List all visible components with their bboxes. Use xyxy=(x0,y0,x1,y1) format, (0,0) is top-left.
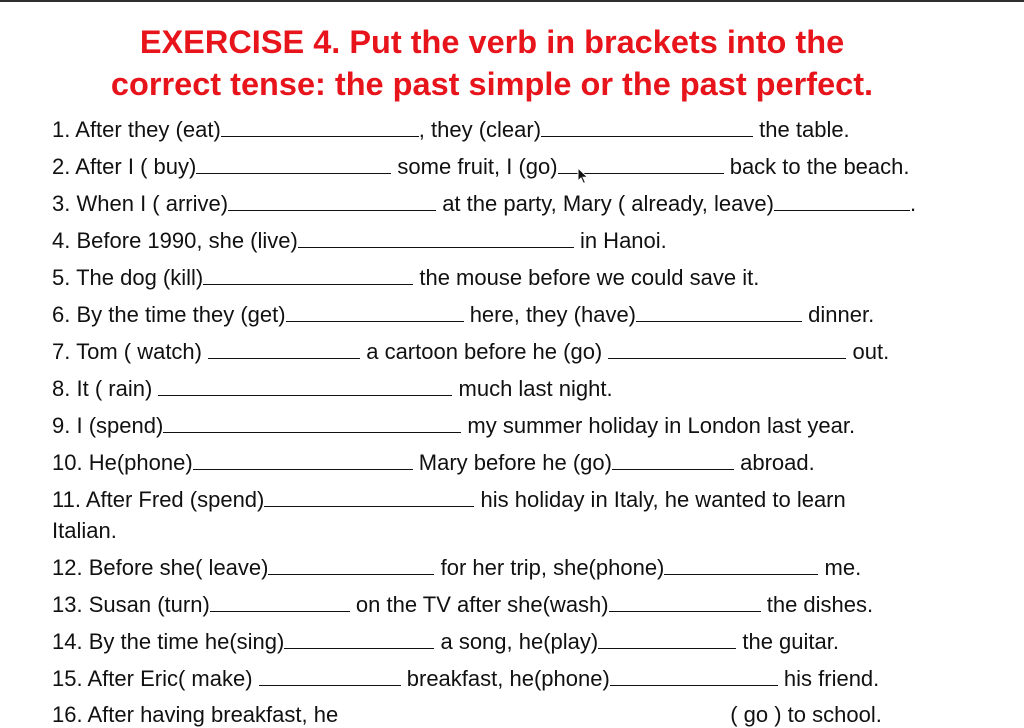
question-1 xyxy=(52,117,850,143)
answer-blank[interactable] xyxy=(610,667,778,686)
answer-blank[interactable] xyxy=(228,192,436,211)
question-text: some fruit, I (go) xyxy=(391,154,558,179)
question-text: the mouse before we could save it. xyxy=(413,265,760,290)
question-number: 2. xyxy=(52,154,71,179)
question-text: a song, he(play) xyxy=(434,629,599,654)
answer-blank[interactable] xyxy=(664,556,818,575)
question-text: out. xyxy=(846,339,890,364)
answer-blank[interactable] xyxy=(612,451,734,470)
answer-blank[interactable] xyxy=(608,340,846,359)
question-text: in Hanoi. xyxy=(573,228,667,253)
question-text: It ( rain) xyxy=(76,376,159,401)
question-number: 4. xyxy=(52,228,71,253)
question-number: 9. xyxy=(52,413,71,438)
answer-blank[interactable] xyxy=(264,488,474,507)
answer-blank[interactable] xyxy=(163,414,461,433)
question-text: for her trip, she(phone) xyxy=(434,555,665,580)
question-text: back to the beach. xyxy=(723,154,910,179)
answer-blank[interactable] xyxy=(268,556,434,575)
question-text: After Eric( make) xyxy=(87,666,259,691)
question-8 xyxy=(52,376,613,402)
answer-blank[interactable] xyxy=(598,630,736,649)
question-12 xyxy=(52,555,861,581)
question-4 xyxy=(52,228,667,254)
question-7 xyxy=(52,339,889,365)
question-16 xyxy=(52,702,882,728)
question-number: 16. xyxy=(52,702,83,727)
question-text: breakfast, he(phone) xyxy=(400,666,610,691)
question-text: Before 1990, she (live) xyxy=(76,228,298,253)
question-6 xyxy=(52,302,874,328)
question-text: After having breakfast, he xyxy=(87,702,339,727)
question-number: 14. xyxy=(52,629,83,654)
question-number: 12. xyxy=(52,555,83,580)
question-text: his friend. xyxy=(777,666,880,691)
question-2 xyxy=(52,154,910,180)
question-text: a cartoon before he (go) xyxy=(360,339,609,364)
question-15 xyxy=(52,666,879,692)
question-text: the table. xyxy=(753,117,850,142)
question-number: 3. xyxy=(52,191,71,216)
question-text: After I ( buy) xyxy=(75,154,197,179)
answer-blank[interactable] xyxy=(259,667,401,686)
top-divider-line xyxy=(0,0,1024,2)
question-number: 7. xyxy=(52,339,71,364)
question-text: my summer holiday in London last year. xyxy=(461,413,856,438)
question-9 xyxy=(52,413,855,439)
answer-blank[interactable] xyxy=(298,229,574,248)
question-14 xyxy=(52,629,839,655)
title-line-1: EXERCISE 4. Put the verb in brackets into the xyxy=(139,24,845,60)
answer-blank[interactable] xyxy=(541,118,753,137)
question-number: 15. xyxy=(52,666,83,691)
question-text: Mary before he (go) xyxy=(412,450,612,475)
answer-blank[interactable] xyxy=(338,704,730,722)
answer-blank[interactable] xyxy=(193,451,413,470)
question-text: at the party, Mary ( already, leave) xyxy=(436,191,774,216)
answer-blank[interactable] xyxy=(636,303,802,322)
question-11 xyxy=(52,487,846,513)
question-number: 1. xyxy=(52,117,71,142)
question-11-continued xyxy=(52,518,117,544)
question-text: dinner. xyxy=(802,302,875,327)
question-number: 13. xyxy=(52,592,83,617)
question-13 xyxy=(52,592,873,618)
question-text: By the time they (get) xyxy=(76,302,286,327)
question-text: the guitar. xyxy=(736,629,839,654)
answer-blank[interactable] xyxy=(203,266,413,285)
question-text: After they (eat) xyxy=(75,117,221,142)
question-text: By the time he(sing) xyxy=(88,629,285,654)
question-text: I (spend) xyxy=(76,413,164,438)
question-text: Italian. xyxy=(52,518,117,543)
exercise-title xyxy=(0,21,984,105)
answer-blank[interactable] xyxy=(221,118,419,137)
answer-blank[interactable] xyxy=(284,630,434,649)
question-text: on the TV after she(wash) xyxy=(349,592,609,617)
answer-blank[interactable] xyxy=(208,340,360,359)
answer-blank[interactable] xyxy=(774,192,910,211)
question-text: Tom ( watch) xyxy=(76,339,209,364)
question-text: much last night. xyxy=(452,376,613,401)
answer-blank[interactable] xyxy=(609,593,761,612)
question-3 xyxy=(52,191,916,217)
answer-blank[interactable] xyxy=(210,593,350,612)
question-text: abroad. xyxy=(733,450,815,475)
question-number: 8. xyxy=(52,376,71,401)
question-text: After Fred (spend) xyxy=(85,487,265,512)
question-number: 5. xyxy=(52,265,71,290)
question-text: here, they (have) xyxy=(463,302,637,327)
question-text: , they (clear) xyxy=(418,117,542,142)
question-text: . xyxy=(909,191,917,216)
answer-blank[interactable] xyxy=(196,155,391,174)
question-text: When I ( arrive) xyxy=(76,191,229,216)
title-line-2: correct tense: the past simple or the past perfect. xyxy=(110,66,874,102)
question-number: 11. xyxy=(52,487,81,512)
answer-blank[interactable] xyxy=(158,377,452,396)
question-text: He(phone) xyxy=(88,450,193,475)
question-number: 6. xyxy=(52,302,71,327)
question-text: his holiday in Italy, he wanted to learn xyxy=(474,487,846,512)
question-number: 10. xyxy=(52,450,83,475)
question-text: the dishes. xyxy=(760,592,874,617)
question-text: Susan (turn) xyxy=(88,592,210,617)
question-5 xyxy=(52,265,759,291)
question-10 xyxy=(52,450,815,476)
question-text: The dog (kill) xyxy=(76,265,204,290)
mouse-cursor-icon xyxy=(577,167,589,185)
question-text: me. xyxy=(818,555,862,580)
question-text: ( go ) to school. xyxy=(730,702,882,727)
question-text: Before she( leave) xyxy=(88,555,269,580)
answer-blank[interactable] xyxy=(286,303,464,322)
